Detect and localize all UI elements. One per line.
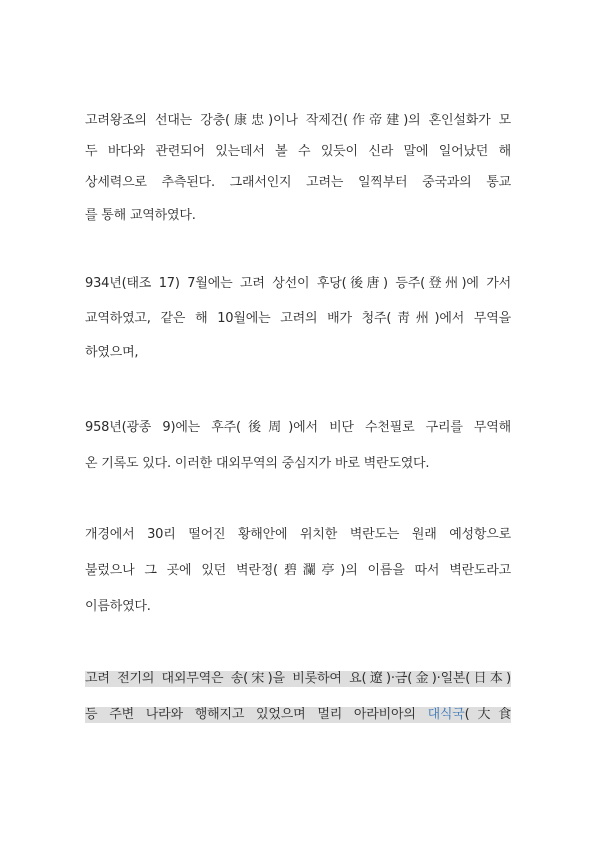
paragraph-line: 를 통해 교역하였다. [85,208,196,223]
paragraph-1 [85,113,511,224]
paragraph-line: 불렀으나 그 곳에 있던 벽란정(碧瀾亭)의 이름을 따서 벽란도라고 [85,563,511,578]
paragraph-line: 958년(광종 9)에는 후주(後周)에서 비단 수천필로 구리를 무역해 [85,420,511,435]
paragraph-line: 하였으며, [85,345,139,360]
paragraph-4 [85,527,511,615]
paragraph-line: 이름하였다. [85,599,151,614]
paragraph-2 [85,276,511,361]
paragraph-line: 개경에서 30리 떨어진 황해안에 위치한 벽란도는 원래 예성항으로 [85,527,511,542]
paragraph-5 [85,671,511,723]
line-text: 등 주변 나라와 행해지고 있었으며 멀리 아라비아의 [85,707,428,722]
paragraph-line: 두 바다와 관련되어 있는데서 볼 수 있듯이 신라 말에 일어났던 해 [85,144,511,159]
linked-term[interactable]: 대식국 [427,707,465,722]
paragraph-3 [85,420,511,472]
paragraph-line: 934년(태조 17) 7월에는 고려 상선이 후당(後唐) 등주(登州)에 가서 [85,276,511,291]
highlighted-line: 고려 전기의 대외무역은 송(宋)을 비롯하여 요(遼)·금(金)·일본(日本) [85,671,511,686]
highlighted-line [85,707,511,723]
paragraph-line: 고려왕조의 선대는 강충(康忠)이나 작제건(作帝建)의 혼인설화가 모 [85,113,511,128]
paragraph-line: 교역하였고, 같은 해 10월에는 고려의 배가 청주(靑州)에서 무역을 [85,311,511,326]
paragraph-line: 온 기록도 있다. 이러한 대외무역의 중심지가 바로 벽란도였다. [85,456,430,471]
paragraph-line: 상세력으로 추측된다. 그래서인지 고려는 일찍부터 중국과의 통교 [85,175,511,190]
line-text-continued: (大食 [464,707,511,722]
